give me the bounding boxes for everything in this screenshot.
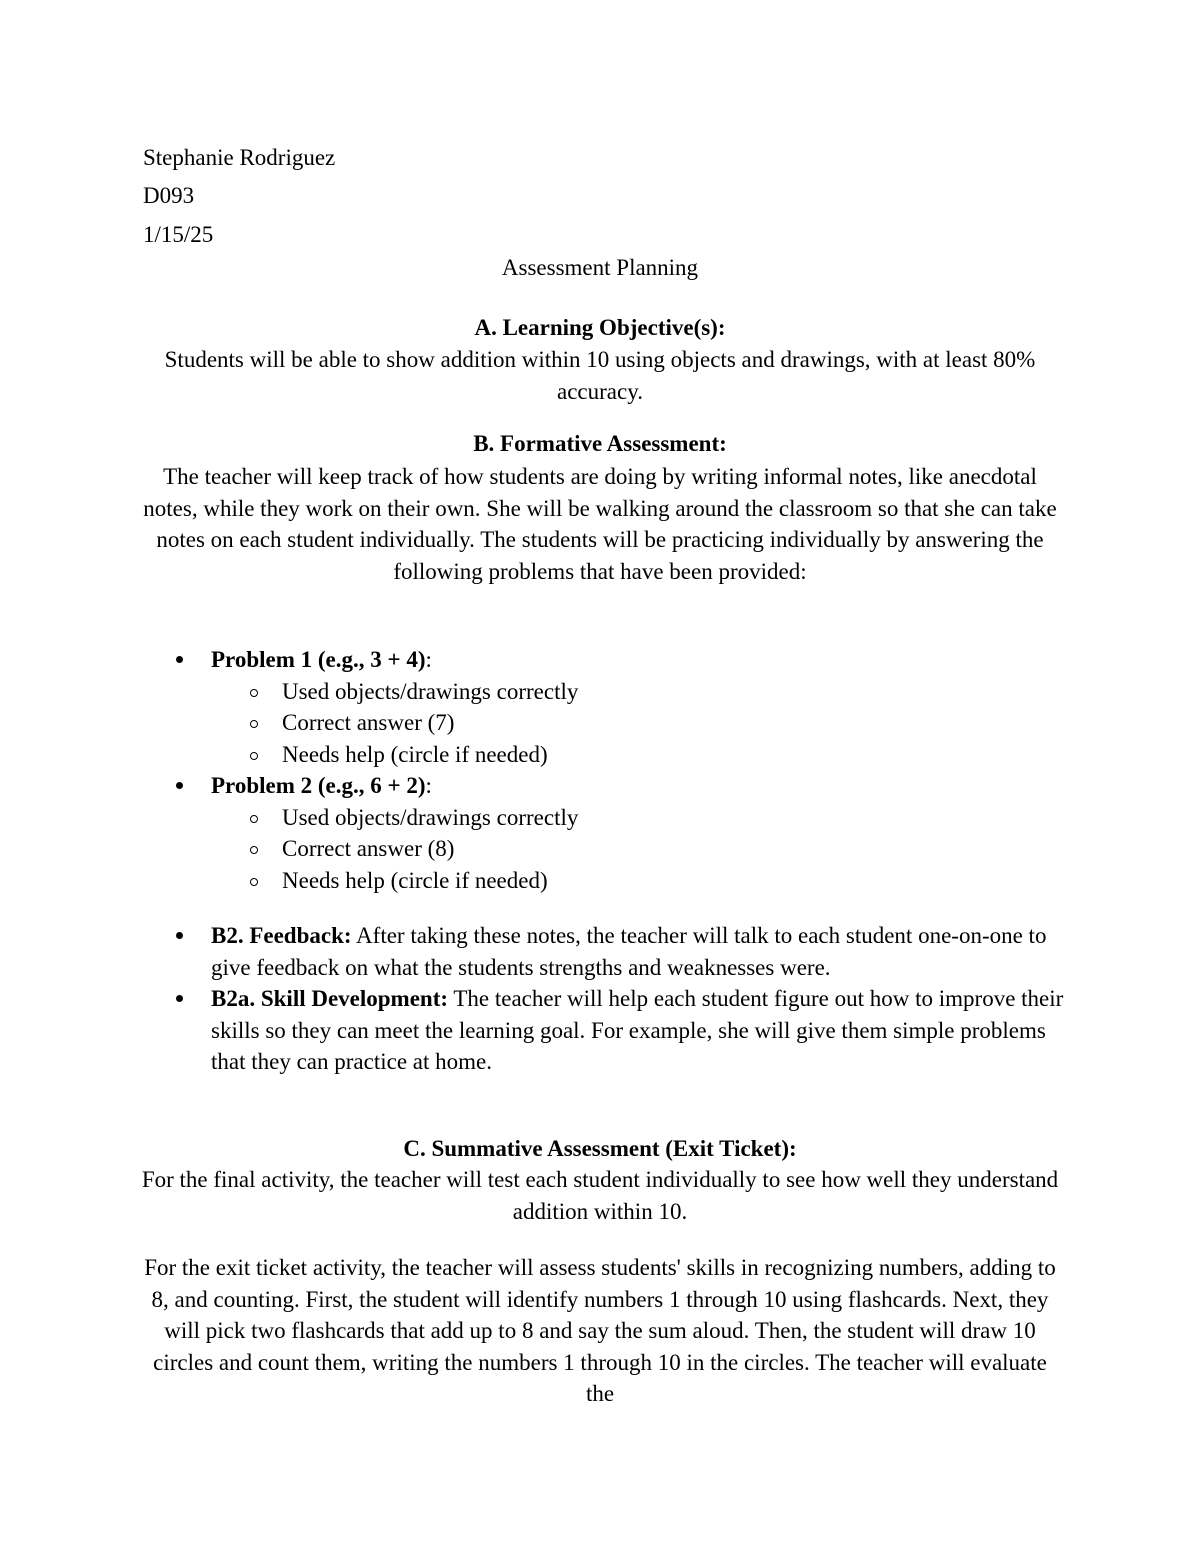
problem-2-label: Problem 2 (e.g., 6 + 2) [211, 773, 426, 798]
problem-2-suffix: : [425, 773, 432, 798]
document-date: 1/15/25 [143, 222, 214, 247]
list-item: Correct answer (8) [282, 833, 1071, 865]
list-item: Needs help (circle if needed) [282, 739, 1071, 771]
list-item: Needs help (circle if needed) [282, 865, 1071, 897]
section-c-body-1: For the final activity, the teacher will test each student individually to see how well they understand addition within 10. [141, 1167, 1059, 1224]
problem-1-criteria [211, 676, 1071, 771]
skill-development-item [211, 983, 1071, 1078]
section-a-heading: A. Learning Objective(s): [474, 315, 726, 340]
list-item [211, 644, 1071, 770]
feedback-label: B2. Feedback: [211, 923, 352, 948]
section-b-body: The teacher will keep track of how students are doing by writing informal notes, like anecdotal notes, while they work on their own. She will be walking around the classroom so that she can take notes on each student individually. The students will be practicing individually by answering the following problems that have been provided: [143, 464, 1057, 584]
list-item [211, 770, 1071, 896]
feedback-text: After taking these notes, the teacher will talk to each student one-on-one to give feedback on what the students strengths and weaknesses were. [211, 923, 1047, 980]
author-name: Stephanie Rodriguez [143, 145, 336, 170]
skill-development-label: B2a. Skill Development: [211, 986, 449, 1011]
problem-list [211, 644, 1071, 896]
skill-development-text: The teacher will help each student figure out how to improve their skills so they can meet the learning goal. For example, she will give them simple problems that they can practice at home. [211, 986, 1064, 1074]
list-item: Correct answer (7) [282, 707, 1071, 739]
problem-2-criteria [211, 802, 1071, 897]
course-code: D093 [143, 183, 195, 208]
section-c-heading: C. Summative Assessment (Exit Ticket): [403, 1136, 797, 1161]
list-item: Used objects/drawings correctly [282, 676, 1071, 708]
feedback-item [211, 920, 1071, 983]
feedback-list [211, 920, 1071, 1078]
problem-1-label: Problem 1 (e.g., 3 + 4) [211, 647, 426, 672]
section-b-heading: B. Formative Assessment: [473, 431, 727, 456]
section-a-body: Students will be able to show addition within 10 using objects and drawings, with at least 80% accuracy. [164, 347, 1036, 404]
list-item: Used objects/drawings correctly [282, 802, 1071, 834]
problem-1-suffix: : [425, 647, 432, 672]
section-c-body-2: For the exit ticket activity, the teacher will assess students' skills in recognizing numbers, adding to 8, and counting. First, the student will identify numbers 1 through 10 using flashcards. Next, they will pick two flashcards that add up to 8 and say the sum aloud. Then, the student will draw 10 circles and count them, writing the numbers 1 through 10 in the circles. The teacher will evaluate the [144, 1255, 1056, 1406]
page-title: Assessment Planning [501, 255, 699, 280]
